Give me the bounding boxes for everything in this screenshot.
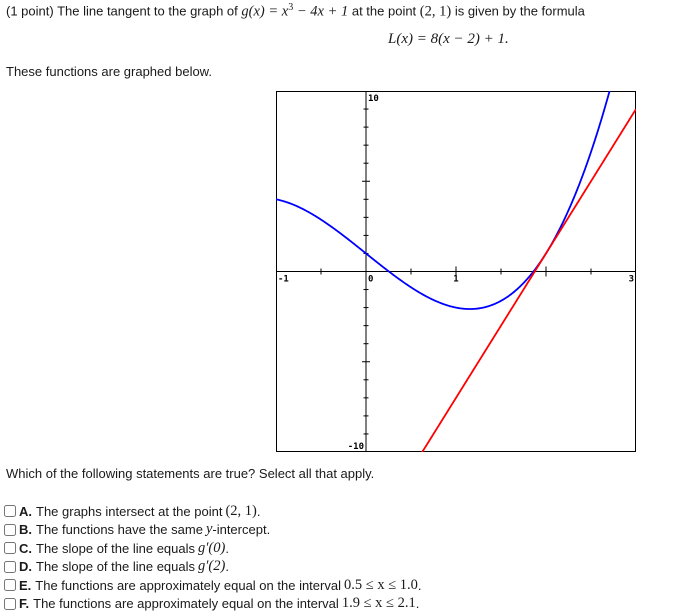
- function-graph: [276, 91, 636, 452]
- option-c: [4, 539, 422, 558]
- option-letter: E.: [19, 577, 32, 593]
- option-math: 0.5 ≤ x ≤ 1.0: [343, 576, 418, 593]
- option-e-checkbox[interactable]: [4, 579, 16, 591]
- option-letter: B.: [19, 522, 32, 538]
- problem-text-1: The line tangent to the graph of: [53, 3, 242, 19]
- option-text: The slope of the line equals: [36, 540, 195, 556]
- option-f: [4, 595, 422, 614]
- function-definition-rest: − 4x + 1: [293, 3, 349, 20]
- option-c-label[interactable]: [4, 540, 229, 557]
- tick-label-y-max: 10: [368, 94, 379, 104]
- option-d-checkbox[interactable]: [4, 561, 16, 573]
- tick-label-y-min: -10: [347, 442, 364, 452]
- option-math: y: [205, 521, 213, 538]
- option-a: [4, 502, 422, 521]
- question-text: Which of the following statements are true? Select all that apply.: [6, 466, 375, 481]
- option-letter: A.: [19, 503, 32, 519]
- function-exponent: 3: [288, 2, 294, 13]
- option-b-checkbox[interactable]: [4, 524, 16, 536]
- option-text: The functions are approximately equal on the interval: [35, 577, 341, 593]
- option-math: 1.9 ≤ x ≤ 2.1: [341, 595, 416, 612]
- option-b: [4, 521, 422, 540]
- problem-text-2: at the point: [348, 3, 420, 19]
- option-end: .: [225, 559, 229, 575]
- problem-points: (1 point): [6, 3, 54, 19]
- option-end: .: [415, 596, 420, 612]
- option-f-checkbox[interactable]: [4, 598, 16, 610]
- tick-label-x-max: 3: [628, 274, 634, 285]
- option-end: .: [417, 577, 422, 593]
- option-end: -intercept.: [212, 522, 271, 538]
- option-text: The graphs intersect at the point: [36, 503, 223, 519]
- option-e: [4, 576, 422, 595]
- tangent-point: (2, 1): [419, 3, 452, 20]
- option-math: g′(2): [198, 558, 226, 575]
- option-f-label[interactable]: [4, 595, 419, 612]
- option-text: The slope of the line equals: [36, 559, 195, 575]
- option-c-checkbox[interactable]: [4, 542, 16, 554]
- option-text: The functions are approximately equal on the interval: [33, 596, 339, 612]
- option-letter: C.: [19, 540, 32, 556]
- tick-label-origin: 0: [368, 274, 374, 285]
- option-e-label[interactable]: [4, 577, 422, 594]
- option-math: g′(0): [198, 539, 226, 556]
- function-definition: g(x) = x: [241, 3, 289, 20]
- option-letter: D.: [19, 559, 32, 575]
- problem-text-3: is given by the formula: [451, 3, 585, 19]
- option-a-checkbox[interactable]: [4, 505, 16, 517]
- option-letter: F.: [19, 596, 30, 612]
- option-b-label[interactable]: [4, 521, 270, 538]
- option-math: (2, 1): [225, 502, 257, 519]
- problem-statement: [6, 2, 585, 20]
- tangent-formula: L(x) = 8(x − 2) + 1.: [388, 31, 509, 47]
- tick-label-x-one: 1: [453, 274, 459, 285]
- graphed-text: These functions are graphed below.: [6, 64, 212, 79]
- option-d-label[interactable]: [4, 558, 229, 575]
- option-d: [4, 558, 422, 577]
- option-end: .: [225, 540, 229, 556]
- option-a-label[interactable]: [4, 503, 261, 520]
- answer-options: [4, 502, 422, 613]
- tick-label-x-min: -1: [278, 274, 289, 285]
- option-end: .: [256, 503, 261, 519]
- option-text: The functions have the same: [36, 522, 203, 538]
